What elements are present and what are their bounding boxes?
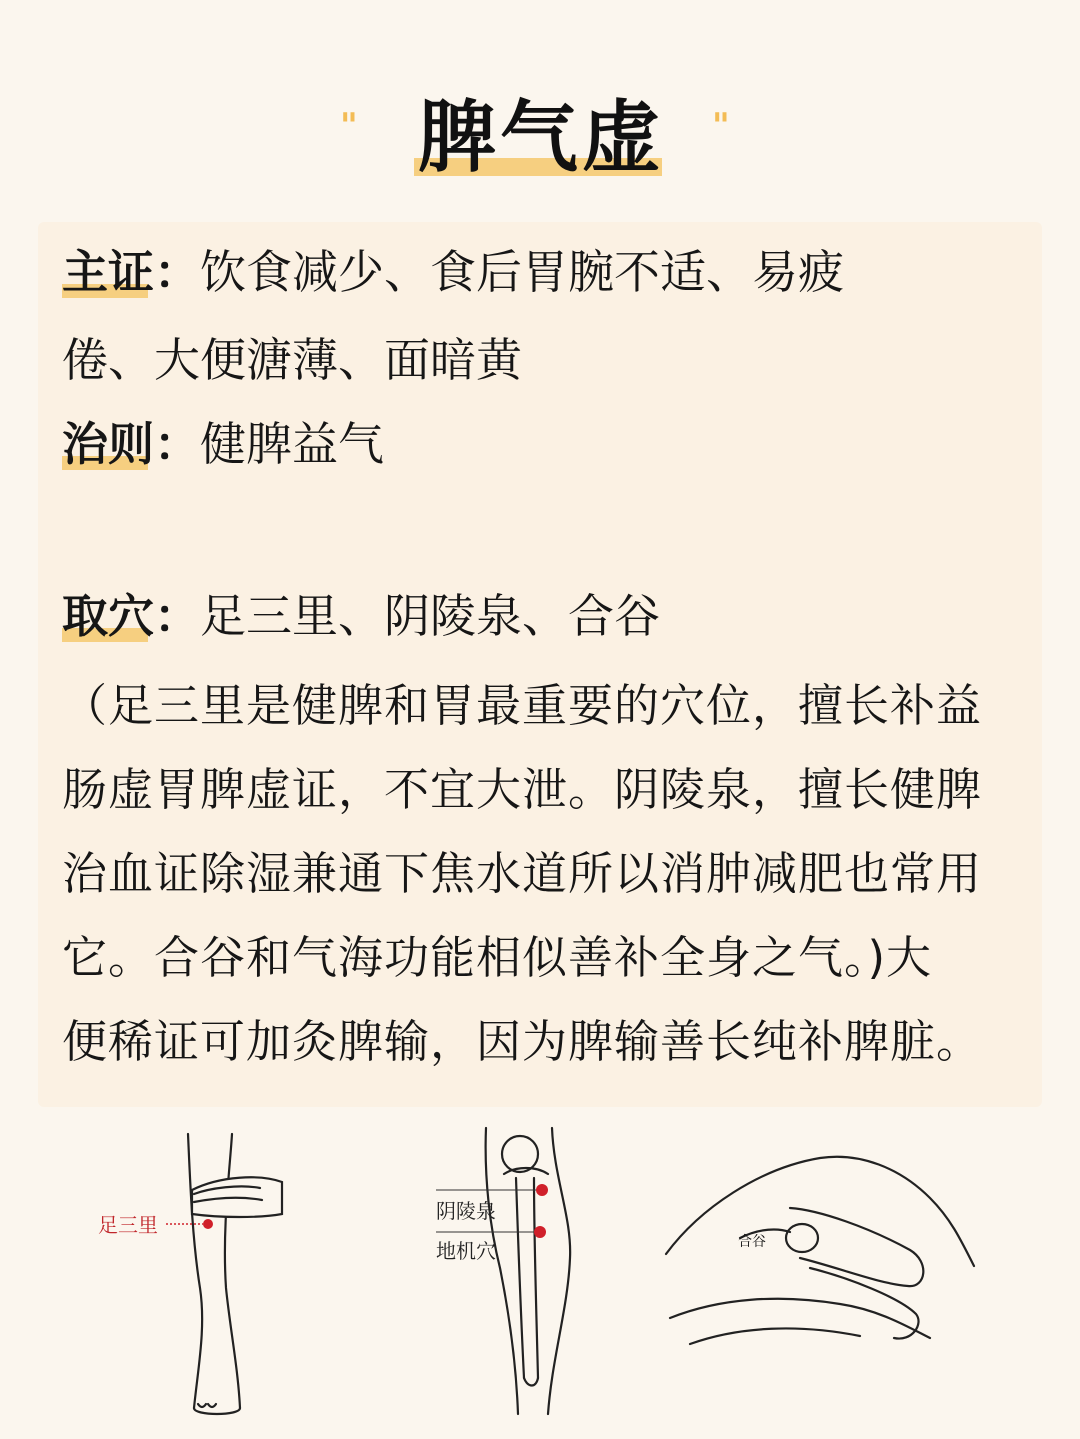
- zusanli-point: [203, 1219, 213, 1229]
- principle-text: 健脾益气: [200, 417, 384, 471]
- hegu-label: 合谷: [738, 1234, 766, 1250]
- knee-illustration: [420, 1118, 620, 1418]
- open-quote-mark: ": [340, 106, 358, 146]
- leg-outline: [188, 1134, 282, 1414]
- note-line: 肠虚胃脾虚证，不宜大泄。阴陵泉，擅长健脾: [62, 763, 983, 816]
- note-line: 治血证除湿兼通下焦水道所以消肿减肥也常用: [62, 847, 983, 900]
- yinlingquan-point: [536, 1184, 548, 1196]
- title-block: [0, 92, 1080, 202]
- symptoms-line-1: [62, 228, 1022, 316]
- diji-label: 地机穴: [436, 1239, 496, 1263]
- knee-outline: [486, 1128, 571, 1414]
- close-quote-mark: ": [712, 106, 730, 146]
- hand-outline: [666, 1157, 974, 1344]
- page-title: 脾气虚: [418, 93, 665, 183]
- diji-point: [534, 1226, 546, 1238]
- acupoints-label: 取穴: [62, 589, 154, 643]
- principle-label: 治则: [62, 417, 154, 471]
- zusanli-label: 足三里: [98, 1213, 158, 1237]
- note-line: 它。合谷和气海功能相似善补全身之气。)大: [62, 931, 933, 984]
- note-line: 便稀证可加灸脾输，因为脾输善长纯补脾脏。: [62, 1015, 983, 1068]
- principle-colon: ：: [154, 417, 200, 471]
- acupoints-line: [62, 572, 1022, 660]
- note-line: （足三里是健脾和胃最重要的穴位，擅长补益: [62, 679, 983, 732]
- acupoint-note: [62, 664, 1042, 1084]
- yinlingquan-label: 阴陵泉: [436, 1199, 496, 1223]
- symptoms-line-2: 倦、大便溏薄、面暗黄: [62, 333, 522, 387]
- principle-line: [62, 400, 1022, 488]
- acupoints-text: 足三里、阴陵泉、合谷: [200, 589, 660, 643]
- acupoints-colon: ：: [154, 589, 200, 643]
- symptoms-text-1: 饮食减少、食后胃腕不适、易疲: [200, 245, 844, 299]
- symptoms-colon: ：: [154, 245, 200, 299]
- symptoms-label: 主证: [62, 245, 154, 299]
- leg-illustration: [90, 1118, 310, 1418]
- hand-illustration: [660, 1118, 980, 1418]
